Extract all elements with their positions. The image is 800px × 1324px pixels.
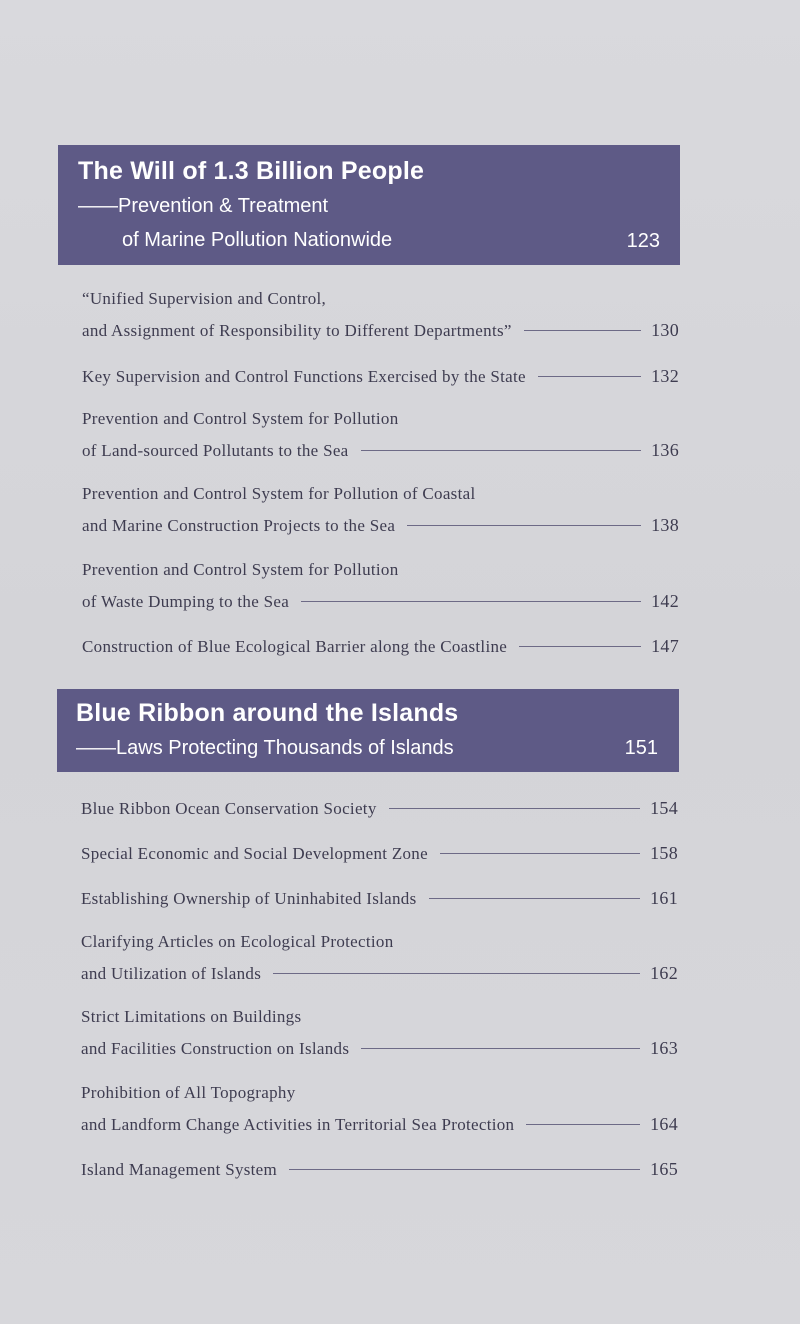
chapter-title: Blue Ribbon around the Islands xyxy=(76,699,459,727)
toc-entry-line: and Facilities Construction on Islands xyxy=(81,1038,350,1058)
toc-page-number: 138 xyxy=(651,515,679,535)
toc-page-number: 165 xyxy=(650,1159,678,1179)
chapter-subtitle: ——Laws Protecting Thousands of Islands xyxy=(76,737,454,759)
toc-entry-line: Strict Limitations on Buildings xyxy=(81,1007,302,1026)
toc-entry-line: and Assignment of Responsibility to Different Departments” xyxy=(82,320,512,340)
toc-entry-line: Special Economic and Social Development Zone xyxy=(81,843,428,863)
toc-page-number: 130 xyxy=(651,320,679,340)
dot-leader xyxy=(361,1048,640,1049)
toc-entry-line: Construction of Blue Ecological Barrier along the Coastline xyxy=(82,636,508,656)
toc-entry-line: Blue Ribbon Ocean Conservation Society xyxy=(81,798,377,818)
chapter-page-number: 123 xyxy=(626,230,660,252)
dot-leader xyxy=(526,1124,640,1125)
chapter-title: The Will of 1.3 Billion People xyxy=(78,157,425,185)
toc-page-number: 164 xyxy=(650,1114,678,1134)
dot-leader xyxy=(407,525,641,526)
toc-entry xyxy=(82,605,679,663)
dot-leader xyxy=(440,853,640,854)
chapter-banner xyxy=(57,689,679,772)
toc-page-number: 154 xyxy=(650,798,678,818)
toc-entry-line: Prevention and Control System for Pollution of Coastal xyxy=(82,484,476,503)
dot-leader xyxy=(538,376,641,377)
toc-page-number: 136 xyxy=(651,440,679,460)
dot-leader xyxy=(273,973,640,974)
toc-entry-line: of Waste Dumping to the Sea xyxy=(82,591,290,611)
toc-page-number: 142 xyxy=(651,591,679,611)
toc-entry-line: Clarifying Articles on Ecological Protection xyxy=(81,932,394,951)
toc-entry-line: “Unified Supervision and Control, xyxy=(82,289,327,308)
dot-leader xyxy=(301,601,641,602)
chapter-subtitle: ——Prevention & Treatment xyxy=(78,195,329,217)
chapter-page-number: 151 xyxy=(624,737,658,759)
toc-entry-line: Island Management System xyxy=(81,1159,278,1179)
toc-entry-line: and Landform Change Activities in Territorial Sea Protection xyxy=(81,1114,515,1134)
dot-leader xyxy=(524,330,641,331)
toc-page-number: 147 xyxy=(651,636,679,656)
toc-entry-line: Prohibition of All Topography xyxy=(81,1083,296,1102)
toc-entry xyxy=(81,857,678,915)
toc-entry xyxy=(82,484,679,542)
dot-leader xyxy=(361,450,642,451)
toc-entry-line: Establishing Ownership of Uninhabited Islands xyxy=(81,888,417,908)
dot-leader xyxy=(429,898,641,899)
chapter-banner xyxy=(58,145,680,265)
dot-leader xyxy=(519,646,641,647)
toc-page-number: 162 xyxy=(650,963,678,983)
toc-entry-line: and Utilization of Islands xyxy=(81,963,262,983)
toc-entry-line: Prevention and Control System for Pollution xyxy=(82,560,399,579)
toc-entry-line: of Land-sourced Pollutants to the Sea xyxy=(82,440,349,460)
toc-entry xyxy=(81,1128,678,1186)
toc-entry xyxy=(82,409,679,467)
toc-entry-line: Key Supervision and Control Functions Exercised by the State xyxy=(82,366,526,386)
toc-page-number: 161 xyxy=(650,888,678,908)
toc-entry-line: Prevention and Control System for Pollution xyxy=(82,409,399,428)
toc-entry xyxy=(81,932,678,990)
dot-leader xyxy=(289,1169,640,1170)
toc-entry xyxy=(82,335,679,393)
toc-page-number: 132 xyxy=(651,366,679,386)
dot-leader xyxy=(389,808,640,809)
toc-entry xyxy=(81,1007,678,1065)
toc-page-number: 163 xyxy=(650,1038,678,1058)
toc-page-number: 158 xyxy=(650,843,678,863)
chapter-subtitle-continued: of Marine Pollution Nationwide xyxy=(122,229,393,251)
toc-entry-line: and Marine Construction Projects to the Sea xyxy=(82,515,396,535)
